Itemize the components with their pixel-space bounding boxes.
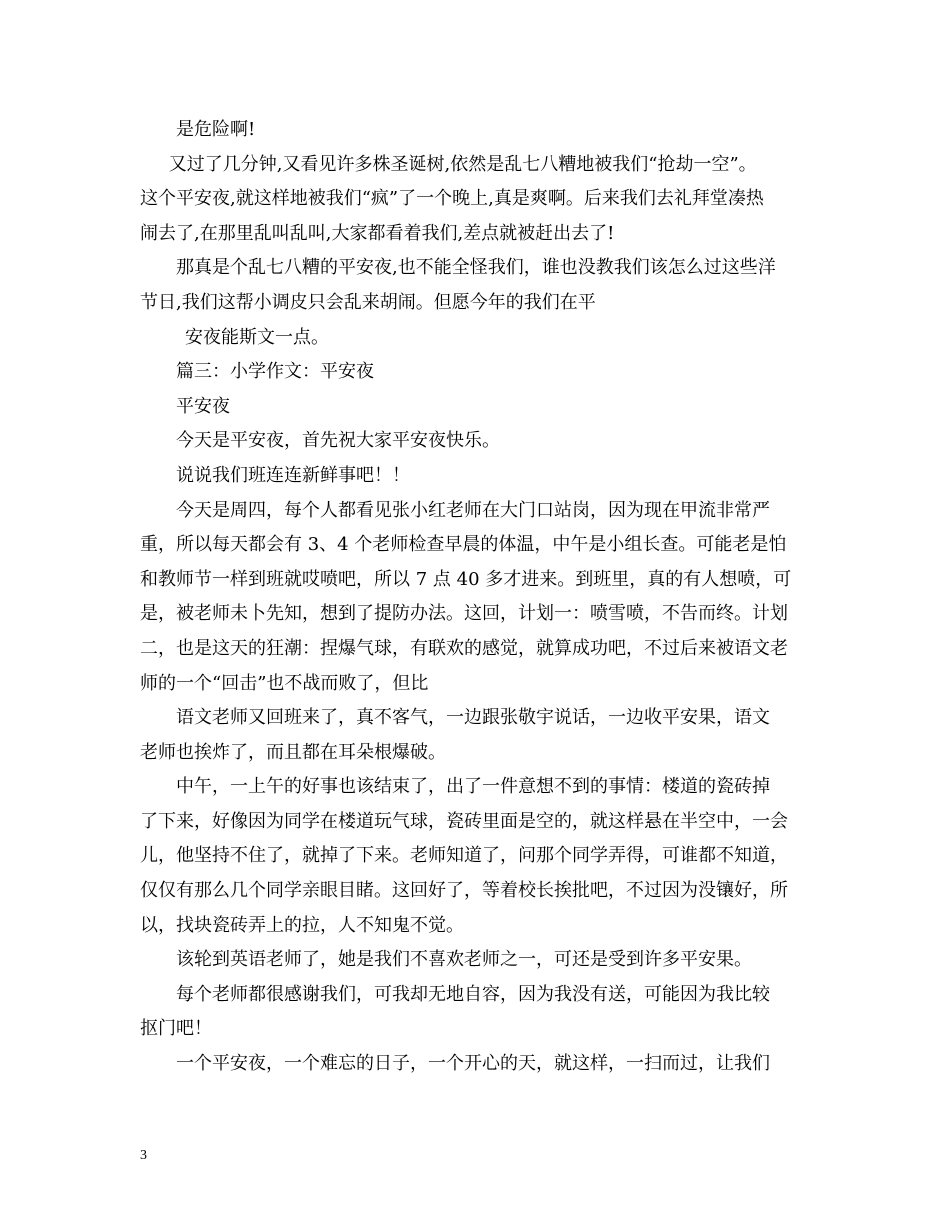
page-number: 3	[140, 1148, 147, 1163]
text-line: 中午，一上午的好事也该结束了，出了一件意想不到的事情：楼道的瓷砖掉	[176, 776, 770, 798]
text-line: 以，找块瓷砖弄上的拉，人不知鬼不觉。	[140, 914, 464, 936]
paragraph	[140, 1047, 812, 1082]
paragraph	[140, 459, 812, 494]
text-line: 安夜能斯文一点。	[185, 326, 329, 348]
text-line: 和教师节一样到班就哎喷吧，所以 7 点 40 多才进来。到班里，真的有人想喷，可	[140, 568, 792, 590]
text-line: 重，所以每天都会有 3、4 个老师检查早晨的体温，中午是小组长查。可能老是怕	[140, 534, 787, 556]
paragraph	[140, 321, 812, 356]
text-line: 节日,我们这帮小调皮只会乱来胡闹。但愿今年的我们在平	[140, 291, 596, 313]
text-line: 那真是个乱七八糟的平安夜,也不能全怪我们，谁也没教我们该怎么过这些洋	[176, 257, 776, 279]
paragraph	[140, 978, 812, 1047]
paragraph	[140, 943, 812, 978]
paragraph	[140, 390, 812, 425]
text-line: 闹去了,在那里乱叫乱叫,大家都看着我们,差点就被赶出去了!	[140, 222, 615, 244]
text-line: 平安夜	[176, 395, 230, 417]
paragraph	[140, 701, 812, 770]
text-line: 儿，他坚持不住了，就掉了下来。老师知道了，问那个同学弄得，可谁都不知道，	[140, 845, 788, 867]
text-line: 语文老师又回班来了，真不客气，一边跟张敬宇说话，一边收平安果，语文	[176, 707, 770, 729]
paragraph	[140, 770, 812, 943]
text-line: 是，被老师未卜先知，想到了提防办法。这回，计划一：喷雪喷，不告而终。计划	[140, 603, 788, 625]
paragraph	[140, 251, 812, 320]
text-line: 篇三：小学作文：平安夜	[176, 361, 374, 383]
text-line: 说说我们班连连新鲜事吧！！	[176, 464, 410, 486]
text-line: 师的一个“回击”也不战而败了，但比	[140, 672, 429, 694]
text-line: 今天是平安夜，首先祝大家平安夜快乐。	[176, 430, 500, 452]
text-line: 又过了几分钟,又看见许多株圣诞树,依然是乱七八糟地被我们“抢劫一空”。	[168, 153, 757, 175]
text-line: 抠门吧！	[140, 1018, 212, 1040]
paragraph	[140, 148, 812, 252]
paragraph	[140, 424, 812, 459]
paragraph	[140, 355, 812, 390]
document-body	[140, 113, 812, 1082]
text-line: 了下来，好像因为同学在楼道玩气球，瓷砖里面是空的，就这样悬在半空中，一会	[140, 810, 788, 832]
text-line: 今天是周四，每个人都看见张小红老师在大门口站岗，因为现在甲流非常严	[176, 499, 770, 521]
text-line: 每个老师都很感谢我们，可我却无地自容，因为我没有送，可能因为我比较	[176, 983, 770, 1005]
text-line: 一个平安夜，一个难忘的日子，一个开心的天，就这样，一扫而过，让我们	[176, 1053, 770, 1075]
paragraph	[140, 113, 812, 148]
text-line: 这个平安夜,就这样地被我们“疯”了一个晚上,真是爽啊。后来我们去礼拜堂凑热	[140, 188, 764, 210]
text-line: 老师也挨炸了，而且都在耳朵根爆破。	[140, 741, 446, 763]
paragraph	[140, 494, 812, 702]
text-line: 该轮到英语老师了，她是我们不喜欢老师之一，可还是受到许多平安果。	[176, 949, 752, 971]
text-line: 二，也是这天的狂潮：捏爆气球，有联欢的感觉，就算成功吧，不过后来被语文老	[140, 637, 788, 659]
text-line: 仅仅有那么几个同学亲眼目睹。这回好了，等着校长挨批吧，不过因为没镶好，所	[140, 880, 788, 902]
text-line: 是危险啊!	[176, 119, 256, 140]
